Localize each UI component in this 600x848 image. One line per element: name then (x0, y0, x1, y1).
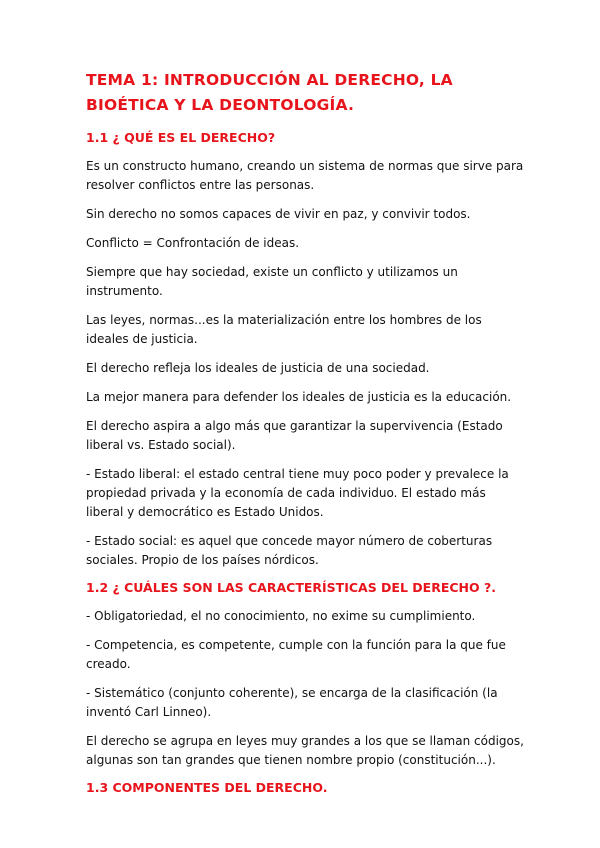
paragraph: Es un constructo humano, creando un sistema de normas que sirve para resolver conflictos entre las personas. (86, 159, 524, 192)
paragraph: - Obligatoriedad, el no conocimiento, no exime su cumplimiento. (86, 609, 476, 623)
document-page (86, 68, 526, 807)
paragraph: Sin derecho no somos capaces de vivir en paz, y convivir todos. (86, 207, 471, 221)
section-heading-1-1: 1.1 ¿ QUÉ ES EL DERECHO? (86, 130, 276, 145)
paragraph: - Competencia, es competente, cumple con la función para la que fue creado. (86, 638, 506, 671)
section-heading-1-2: 1.2 ¿ CUÁLES SON LAS CARACTERÍSTICAS DEL DERECHO ?. (86, 580, 496, 595)
paragraph: Siempre que hay sociedad, existe un conflicto y utilizamos un instrumento. (86, 265, 458, 298)
paragraph: - Estado social: es aquel que concede mayor número de coberturas sociales. Propio de los países nórdicos. (86, 534, 493, 567)
paragraph: - Sistemático (conjunto coherente), se encarga de la clasificación (la inventó Carl Linneo). (86, 686, 498, 719)
paragraph: - Estado liberal: el estado central tiene muy poco poder y prevalece la propiedad privada y la economía de cada individuo. El estado más liberal y democrático es Estado Unidos. (86, 467, 509, 519)
section-heading-1-3: 1.3 COMPONENTES DEL DERECHO. (86, 780, 328, 795)
paragraph: La mejor manera para defender los ideales de justicia es la educación. (86, 390, 512, 404)
paragraph: Conflicto = Confrontación de ideas. (86, 236, 300, 250)
paragraph: El derecho refleja los ideales de justicia de una sociedad. (86, 361, 430, 375)
paragraph: Las leyes, normas...es la materialización entre los hombres de los ideales de justicia. (86, 313, 482, 346)
paragraph: El derecho se agrupa en leyes muy grandes a los que se llaman códigos, algunas son tan grandes que tienen nombre propio (constitución...). (86, 734, 524, 767)
document-title: TEMA 1: INTRODUCCIÓN AL DERECHO, LA BIOÉTICA Y LA DEONTOLOGÍA. (86, 71, 453, 114)
paragraph: El derecho aspira a algo más que garantizar la supervivencia (Estado liberal vs. Estado social). (86, 419, 503, 452)
